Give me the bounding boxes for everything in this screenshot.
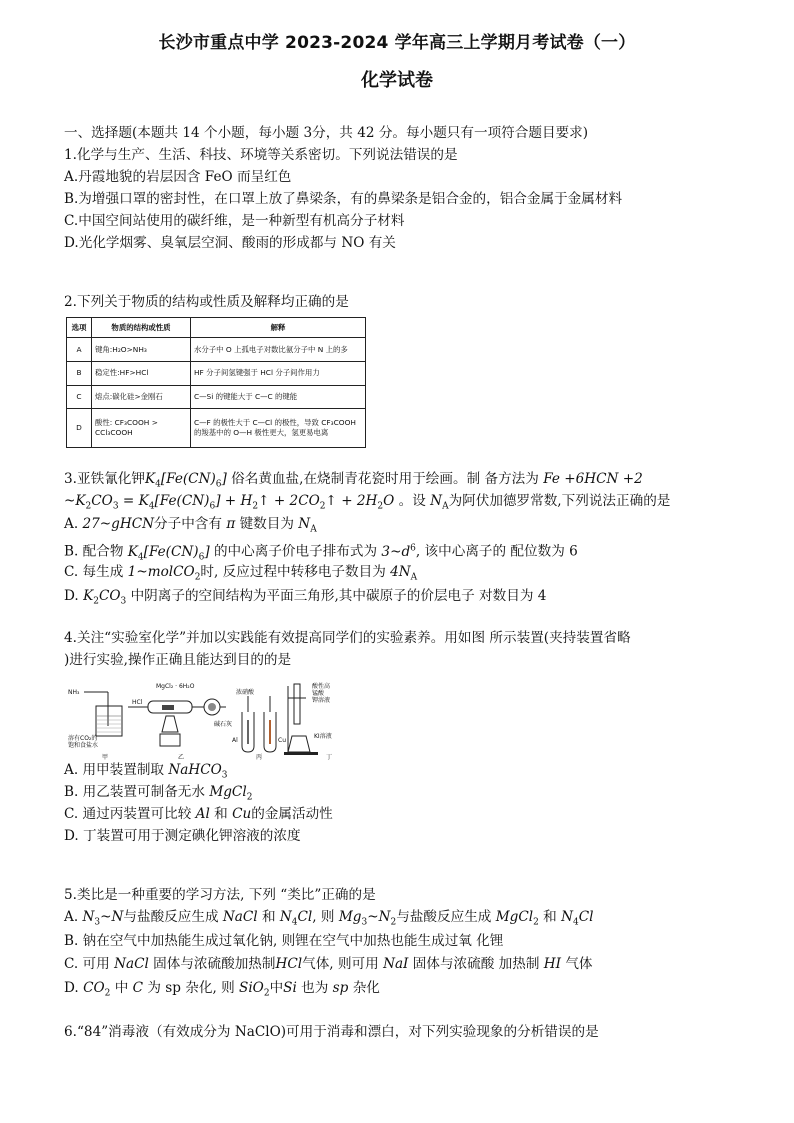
option-text: 时, 反应过程中转移电子数目为	[200, 564, 386, 580]
fig-label-kmno4-2: 锰酸	[312, 690, 325, 697]
option-text: 为 sp 杂化, 则	[147, 980, 235, 996]
table-cell: 键角:H₂O>NH₃	[92, 338, 191, 362]
q3-text: 3.亚铁氰化钾	[64, 471, 145, 487]
fig-label-bing: 丙	[256, 754, 263, 761]
q1-option-c: C.中国空间站使用的碳纤维，是一种新型有机高分子材料	[64, 213, 405, 229]
q5-option-b: B. 钠在空气中加热能生成过氧化钠, 则锂在空气中加热也能生成过氧 化锂	[64, 933, 504, 949]
table-cell: 酸性: CF₃COOH > CCl₃COOH	[92, 409, 191, 448]
q3-text: 俗名黄血盐,在烧制青花瓷时用于绘画。制 备方法为	[231, 471, 539, 487]
apparatus-bing	[232, 688, 286, 761]
table-header-cell: 解释	[191, 318, 366, 338]
formula: $N_4Cl$	[279, 909, 313, 928]
table-cell: HF 分子间氢键强于 HCl 分子间作用力	[191, 362, 366, 386]
table-cell: D	[67, 409, 92, 448]
apparatus-yi	[128, 683, 232, 761]
table-header-cell: 选项	[67, 318, 92, 338]
option-text: 固体与浓硫酸 加热制	[412, 956, 540, 972]
option-text: 气体, 则可用	[302, 956, 379, 972]
q2-stem: 2.下列关于物质的结构或性质及解释均正确的是	[64, 294, 349, 310]
formula: NaCl	[114, 956, 149, 972]
formula: $K_2CO_3$	[83, 588, 127, 607]
option-text: , 该中心离子的 配位数为 6	[415, 543, 578, 560]
option-text: C. 可用	[64, 956, 110, 972]
fig-label-ki: KI溶液	[314, 733, 332, 740]
option-text: 分子中含有	[154, 516, 222, 532]
formula: $N_3\sim N$	[82, 909, 124, 928]
formula: 1~molCO$_2$	[127, 564, 201, 583]
formula: HCl	[275, 956, 303, 972]
formula: NaI	[383, 956, 409, 972]
option-text: 气体	[565, 956, 593, 972]
option-text: 固体与浓硫酸加热制	[153, 956, 276, 972]
fig-label-nitric: 浓硝酸	[236, 689, 255, 696]
table-cell: B	[67, 362, 92, 386]
fig-label-hcl: HCl	[132, 699, 143, 706]
table-row	[67, 409, 366, 448]
option-text: A.	[64, 516, 79, 532]
formula: $K_4[Fe(CN)_6]$	[127, 543, 210, 563]
option-text: 中	[114, 980, 129, 996]
formula: Cu	[232, 806, 252, 822]
q1-option-a: A.丹霞地貌的岩层因含 FeO 而呈红色	[64, 169, 292, 185]
option-text: 也为	[301, 980, 329, 996]
q4-option-c	[64, 805, 333, 823]
q3-text: 。设	[398, 493, 426, 509]
table-cell: 稳定性:HF>HCl	[92, 362, 191, 386]
q5-stem: 5.类比是一种重要的学习方法, 下列 “类比”正确的是	[64, 887, 376, 903]
q1-option-b: B.为增强口罩的密封性，在口罩上放了鼻梁条，有的鼻梁条是铝合金的，铝合金属于金属材料	[64, 191, 623, 207]
formula: Si	[283, 980, 297, 996]
formula: Al	[195, 806, 210, 822]
option-text: 和	[543, 909, 557, 925]
option-text: 的中心离子价电子排布式为	[213, 543, 378, 560]
option-text: 杂化	[352, 980, 380, 996]
formula: MgCl$_2$	[495, 909, 539, 928]
fig-label-jia: 甲	[102, 754, 109, 761]
q1-stem: 1.化学与生产、生活、科技、环境等关系密切。下列说法错误的是	[64, 147, 458, 163]
table-cell: 水分子中 O 上孤电子对数比氨分子中 N 上的多	[191, 338, 366, 362]
q4-line-2: )进行实验,操作正确且能达到目的的是	[64, 652, 292, 668]
option-text: A. 用甲装置制取	[64, 762, 165, 778]
fig-label-brine: 饱和食盐水	[68, 742, 99, 749]
subject-title: 化学试卷	[361, 70, 433, 91]
table-row	[67, 338, 366, 362]
q4-option-b	[64, 783, 252, 807]
fig-label-yi: 乙	[178, 754, 185, 761]
formula: SiO$_2$	[239, 980, 270, 999]
q2-table	[66, 317, 366, 448]
section-heading: 一、选择题(本题共 14 个小题，每小题 3分，共 42 分。每小题只有一项符合题目要求)	[64, 125, 589, 141]
formula: $\sim K_2CO_3 = K_4[Fe(CN)_6]$ + $H_2↑$ + $2CO_2↑ + 2H_2O$	[64, 493, 395, 512]
table-row	[67, 362, 366, 386]
fig-label-co2: 溶有CO₂的	[68, 735, 98, 742]
formula: sp	[332, 980, 349, 996]
fig-label-kmno4-1: 酸性高	[312, 683, 331, 690]
apparatus-figure	[66, 680, 366, 762]
formula: Fe +6HCN +2	[543, 471, 643, 487]
option-text: , 则	[312, 909, 335, 925]
q1-option-d: D.光化学烟雾、臭氧层空洞、酸雨的形成都与 NO 有关	[64, 235, 396, 251]
option-text: 中	[269, 980, 284, 996]
q3-option-a	[64, 515, 317, 539]
fig-label-ding: 丁	[326, 754, 333, 761]
formula: MgCl$_2$	[209, 784, 253, 803]
table-cell: C—F 的极性大于 C—Cl 的极性，导致 CF₃COOH 的羧基中的 O—H 极性更大，氢更易电离	[191, 409, 366, 448]
fig-label-mgcl2: MgCl₂ · 6H₂O	[156, 683, 195, 690]
formula: $K_4[Fe(CN)_6]$	[144, 471, 227, 490]
formula: C	[132, 980, 144, 996]
q5-option-a	[64, 908, 593, 932]
table-header-cell: 物质的结构或性质	[92, 318, 191, 338]
formula: π	[226, 516, 236, 532]
option-text: 和	[214, 806, 228, 822]
q3-text: 为阿伏加德罗常数,下列说法正确的是	[448, 493, 671, 509]
table-header-row	[67, 318, 366, 338]
exam-title: 长沙市重点中学 2023-2024 学年高三上学期月考试卷（一）	[158, 33, 636, 53]
option-text: D.	[64, 588, 79, 604]
formula: $Mg_3\sim N_2$	[338, 909, 397, 928]
formula: $3\sim d^6$	[381, 543, 416, 560]
option-text: 和	[261, 909, 276, 925]
formula: $N_A$	[298, 516, 317, 535]
formula: $N_4Cl$	[561, 909, 594, 928]
formula: $CO_2$	[83, 980, 111, 999]
q5-option-c	[64, 955, 593, 973]
q3-option-c	[64, 563, 417, 587]
formula: NaHCO$_3$	[168, 762, 228, 781]
fig-label-cu: Cu	[278, 737, 286, 744]
table-row	[67, 385, 366, 409]
fig-label-kmno4-3: 钾溶液	[312, 697, 331, 704]
fig-label-nh3: NH₃	[68, 689, 80, 696]
apparatus-jia	[68, 689, 122, 761]
table-cell: C	[67, 385, 92, 409]
formula: $4N_A$	[390, 564, 418, 583]
formula: HI	[543, 956, 561, 972]
option-text: B. 配合物	[64, 543, 124, 560]
table-cell: 熔点:碳化硅>金刚石	[92, 385, 191, 409]
option-text: 的金属活动性	[251, 806, 333, 822]
q4-option-d: D. 丁装置可用于测定碘化钾溶液的浓度	[64, 828, 301, 844]
apparatus-ding	[284, 682, 332, 761]
q4-option-a	[64, 761, 228, 785]
q3-option-d	[64, 587, 546, 611]
option-text: 与盐酸反应生成	[396, 909, 492, 925]
q4-line-1: 4.关注“实验室化学”并加以实践能有效提高同学们的实验素养。用如图 所示装置(夹持装置省略	[64, 630, 631, 646]
option-text: D.	[64, 980, 79, 996]
formula: $N_A$	[430, 493, 449, 512]
option-text: B. 用乙装置可制备无水	[64, 784, 205, 800]
q3-line-2	[64, 492, 670, 516]
option-text: C. 通过丙装置可比较	[64, 806, 192, 822]
fig-label-al: Al	[232, 737, 238, 744]
formula: NaCl	[222, 909, 258, 925]
table-cell: A	[67, 338, 92, 362]
q6-stem: 6.“84”消毒液（有效成分为 NaClO)可用于消毒和漂白，对下列实验现象的分析错误的是	[64, 1024, 599, 1040]
option-text: 中阴离子的空间结构为平面三角形,其中碳原子的价层电子 对数目为 4	[130, 588, 547, 604]
fig-label-soda-lime: 碱石灰	[214, 721, 233, 728]
option-text: 键数目为	[239, 516, 294, 532]
option-text: C. 每生成	[64, 564, 124, 580]
option-text: A.	[64, 909, 79, 925]
option-text: 与盐酸反应生成	[123, 909, 219, 925]
table-cell: C—Si 的键能大于 C—C 的键能	[191, 385, 366, 409]
q3-line-1	[64, 470, 643, 494]
formula: 27~gHCN	[82, 516, 155, 532]
q5-option-d	[64, 979, 380, 1003]
